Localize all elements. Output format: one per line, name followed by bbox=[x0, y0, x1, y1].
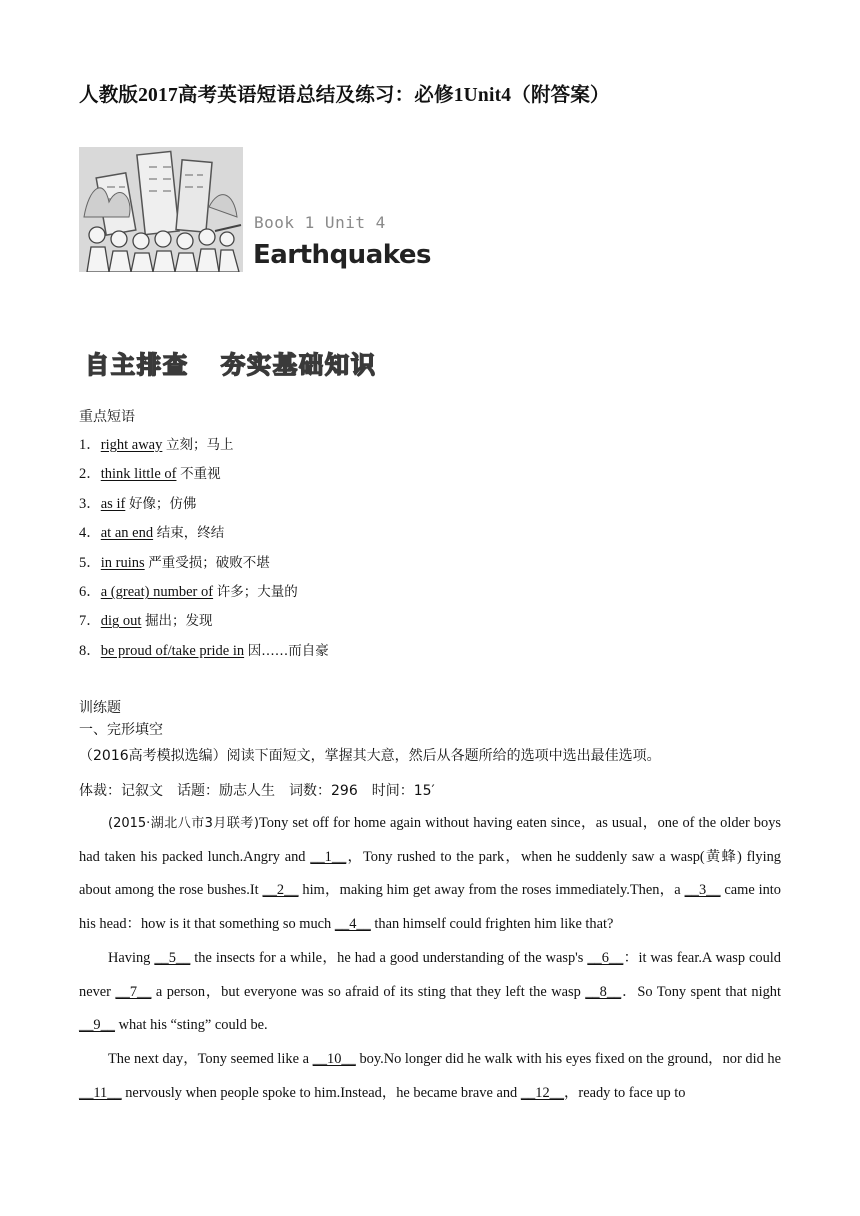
phrase-item: 1．right away 立刻；马上 bbox=[79, 437, 234, 453]
exercise-part: 一、完形填空 bbox=[79, 722, 163, 738]
phrases-heading: 重点短语 bbox=[79, 409, 135, 425]
passage-paragraph-2: Having __5__ the insects for a while，he had a good understanding of the wasp's __6__：it was fear.A wasp could never __7__ a person，but everyone was so afraid of its sting that they left the wasp __8__．So Tony spent that night __9__ what his “sting” could be. bbox=[79, 950, 781, 1034]
earthquake-illustration bbox=[79, 147, 243, 272]
section-banner-left: 自主排查 bbox=[85, 351, 189, 379]
phrase-item: 8．be proud of/take pride in 因……而自豪 bbox=[79, 642, 329, 659]
phrase-item: 5．in ruins 严重受损；破败不堪 bbox=[79, 554, 270, 571]
section-banner-right: 夯实基础知识 bbox=[221, 351, 377, 379]
exercise-instruction: （2016高考模拟选编）阅读下面短文，掌握其大意，然后从各题所给的选项中选出最佳选项。 bbox=[79, 748, 661, 764]
document-title: 人教版2017高考英语短语总结及练习：必修1Unit4（附答案） bbox=[79, 85, 610, 106]
passage-paragraph-1: (2015·湖北八市3月联考)Tony set off for home again without having eaten since，as usual，one of the older boys had taken his packed lunch.Angry and __1__，Tony rushed to the park，when he suddenly saw a wasp(黄蜂) flying about among the rose bushes.It __2__ him，making him get away from the roses immediately.Then，a __3__ came into his head：how is it that something so much __4__ than himself could frighten him like that? bbox=[79, 815, 781, 932]
phrase-item: 4．at an end 结束，终结 bbox=[79, 525, 225, 542]
exercise-heading: 训练题 bbox=[79, 700, 121, 716]
phrase-item: 6．a (great) number of 许多；大量的 bbox=[79, 583, 298, 600]
phrase-item: 7．dig out 掘出；发现 bbox=[79, 613, 213, 630]
book-unit-label: Book 1 Unit 4 bbox=[254, 213, 386, 232]
unit-title: Earthquakes bbox=[253, 240, 431, 270]
exercise-meta: 体裁：记叙文 话题：励志人生 词数：296 时间：15′ bbox=[79, 783, 435, 799]
passage-paragraph-3: The next day，Tony seemed like a __10__ boy.No longer did he walk with his eyes fixed on the ground，nor did he __11__ nervously when people spoke to him.Instead，he became brave and __12__，ready to face up to bbox=[79, 1051, 781, 1101]
phrase-item: 2．think little of 不重视 bbox=[79, 466, 221, 483]
section-banner bbox=[85, 345, 377, 380]
phrase-list bbox=[79, 434, 329, 669]
phrase-item: 3．as if 好像；仿佛 bbox=[79, 495, 197, 512]
